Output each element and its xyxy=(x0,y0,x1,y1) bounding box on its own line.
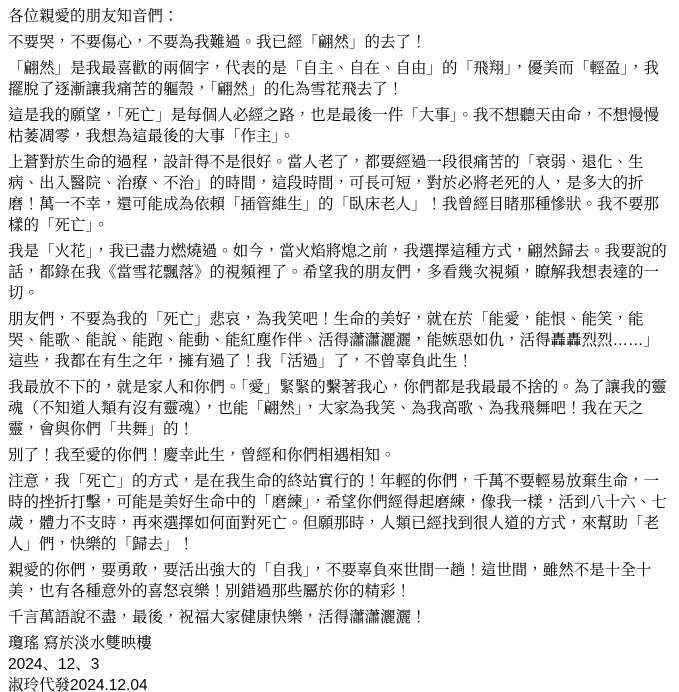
paragraph: 親愛的你們，要勇敢，要活出強大的「自我」，不要辜負來世間一趟！這世間，雖然不是十全十美，也有各種意外的喜怒哀樂！別錯過那些屬於你的精彩！ xyxy=(8,562,652,600)
paragraph: 我最放不下的，就是家人和你們。「愛」緊緊的繫著我心，你們都是我最最不捨的。為了讓我的靈魂（不知道人類有沒有靈魂），也能「翩然」，大家為我笑、為我高歌、為我飛舞吧！我在天之靈，會與你們「共舞」的！ xyxy=(8,379,667,438)
signature-date: 2024、12、3 xyxy=(8,656,100,673)
paragraph: 我是「火花」，我已盡力燃燒過。如今，當火焰將熄之前，我選擇這種方式，翩然歸去。我要說的話，都錄在我《當雪花飄落》的視頻裡了。希望我的朋友們，多看幾次視頻，瞭解我想表達的一切。 xyxy=(8,243,667,302)
signature-posted-by: 淑玲代發2024.12.04 xyxy=(8,677,148,692)
paragraph: 注意，我「死亡」的方式，是在我生命的終站實行的！年輕的你們，千萬不要輕易放棄生命，一時的挫折打擊，可能是美好生命中的「磨練」，希望你們經得起磨練，像我一樣，活到八十六、七歲，體力不支時，再來選擇如何面對死亡。但願那時，人類已經找到很人道的方式，來幫助「老人」們，快樂的「歸去」！ xyxy=(8,473,667,553)
salutation: 各位親愛的朋友知音們： xyxy=(8,8,179,25)
paragraph: 朋友們，不要為我的「死亡」悲哀，為我笑吧！生命的美好，就在於「能愛，能恨、能笑，能哭、能歌、能說、能跑、能動、能紅塵作伴、活得瀟瀟灑灑，能嫉惡如仇，活得轟轟烈烈……」這些，我都在有生之年，擁有過了！我「活過」了，不曾辜負此生！ xyxy=(8,311,660,370)
letter-body xyxy=(8,32,671,628)
signature-block xyxy=(8,633,671,692)
paragraph: 這是我的願望，「死亡」是每個人必經之路，也是最後一件「大事」。我不想聽天由命，不想慢慢枯萎凋零，我想為這最後的大事「作主」。 xyxy=(8,107,660,145)
paragraph: 不要哭，不要傷心，不要為我難過。我已經「翩然」的去了！ xyxy=(8,34,427,51)
paragraph: 上蒼對於生命的過程，設計得不是很好。當人老了，都要經過一段很痛苦的「衰弱、退化、生病、出入醫院、治療、不治」的時間，這段時間，可長可短，對於必將老死的人，是多大的折磨！萬一不幸，還可能成為依賴「插管維生」的「臥床老人」！我曾經目睹那種慘狀。我不要那樣的「死亡」。 xyxy=(8,154,660,234)
paragraph: 「翩然」是我最喜歡的兩個字，代表的是「自主、自在、自由」的「飛翔」，優美而「輕盈」，我擺脫了逐漸讓我痛苦的軀殼，「翩然」的化為雪花飛去了！ xyxy=(8,60,660,98)
signature-author: 瓊瑤 寫於淡水雙映樓 xyxy=(8,635,152,652)
paragraph: 千言萬語說不盡，最後，祝福大家健康快樂，活得瀟瀟灑灑！ xyxy=(8,609,427,626)
paragraph: 別了！我至愛的你們！慶幸此生，曾經和你們相遇相知。 xyxy=(8,447,396,464)
